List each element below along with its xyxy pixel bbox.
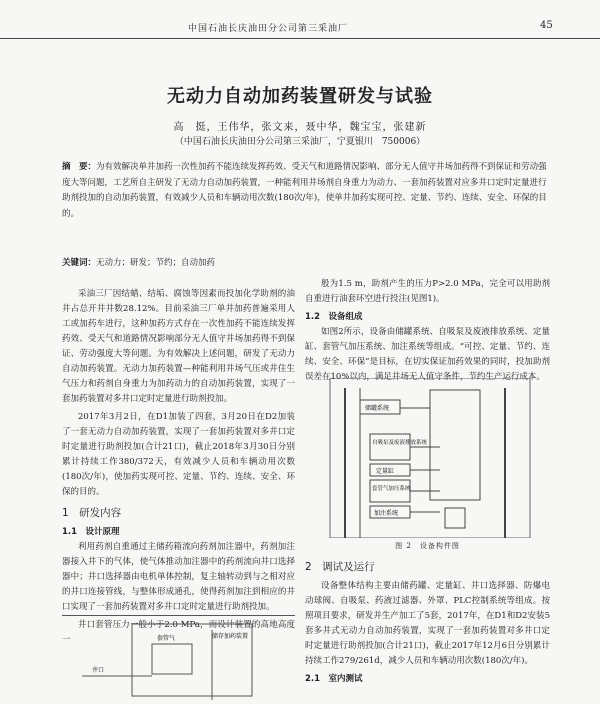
abstract-text: 为有效解决单井加药一次性加药不能连续发挥药效、受天气和道路情况影响、部分无人值守井场加药得不到保证和劳动强度大等问题，工艺所自主研发了无动力自动加药装置，一种能利用井场剂自身重力为动力、一套加药装置对应多井口定时定量进行助剂投加的自动加药装置，有效减少人员和车辆动用次数(180次/年)，使单井加药实现可控、定量、节约、连续、安全、环保的目的。: [62, 162, 547, 219]
author-list: 高 挺，王伟华，张文来，聂中华，魏宝宝，张建新: [173, 122, 427, 133]
right-column-top: [305, 277, 550, 388]
intro-paragraph-1: 采油三厂因结蜡、结垢、腐蚀等因素而投加化学助剂的油井占总开井井数28.12%。目前采油三厂单井加药普遍采用人工或加药车进行，这种加药方式存在一次性加药不能连续发挥药效、受天气和道路情况影响部分无人值守井场加药得不到保证、劳动强度大等问题。为有效解决上述问题，研发了无动力自动加药装置。无动力加药装置—种能利用井场气压或井住生气压力和药剂自身重力为加药动力的自动加药装置，实现了一套加药装置对多井口定时定量进行助剂投加。: [62, 289, 295, 404]
figure-1: [62, 615, 295, 700]
figure-2-label-box-pump: [370, 434, 410, 460]
page-number: 45: [540, 20, 553, 31]
abstract: [62, 160, 550, 222]
figure-1-label-tank: 套管气: [157, 635, 176, 642]
figure-2-label-inject: 加注系统: [374, 510, 399, 517]
figure-2-label-pump: 自吸泵及废液排放系统: [372, 440, 428, 446]
figure-2-tank: [430, 390, 480, 500]
figure-2: [320, 378, 540, 538]
section-heading-1: 1 研发内容: [62, 507, 122, 519]
journal-name: 中国石油长庆油田分公司第三采油厂: [188, 24, 349, 34]
subsection-heading-1-1: 1.1 设计原理: [62, 527, 120, 537]
subsection-heading-2-1: 2.1 室内测试: [305, 674, 363, 684]
intro-paragraph-2: 2017年3月2日，在D1加装了四套，3月20日在D2加装了一套无动力自动加药装置，实现了一套加药装置对多井口定时定量进行助剂投加(合计21口)，截止2018年3月30日分别累计持续工作380/372天，有效减少人员和车辆动用次数(180次/年)，使加药实现可控、定量、节约、连续、安全、环保的目的。: [62, 412, 295, 497]
keywords-label: 关键词：: [62, 258, 97, 268]
design-paragraph-1: 利用药剂自重通过主储药箱流向药剂加注器中，药剂加注器接入井下的气体，使气体推动加注器中的药剂流向井口选择器中；井口选择器由电机单体控制，复主轴转动到与之相对应的井口连接管线，与整体形成通孔，使得药剂加注到相应的井口实现了一套加药装置对多井口定时定量进行助剂投加。: [62, 542, 295, 612]
section-heading-2: 2 调试及运行: [305, 561, 375, 573]
operation-paragraph: 设备整体结构主要由储药罐、定量缸、井口选择器、防爆电动球阀、自吸泵、药液过滤器、外罩、PLC控制系统等组成。按照项目要求，研发并生产加工了5套，2017年，在D1和D2安装5套多井式无动力自动加药装置，实现了一套加药装置对多井口定时定量进行助剂投加(合计21口)，截止2017年12月6日分别累计持续工作279/261d，减少人员和车辆动用次数(180次/年)。: [305, 581, 550, 666]
figure-1-label-well: 井口: [92, 667, 105, 674]
figure-2-caption: 图 2 设备构件图: [395, 542, 460, 550]
keywords-text: 无动力；研发；节约；自动加药: [96, 258, 216, 268]
figure-2-base: [445, 508, 465, 528]
figure-1-tank-box: [152, 644, 192, 674]
figure-1-label-storage: 储存加药装置: [212, 633, 249, 640]
design-paragraph-2: 井口套管压力一般小于2.0 MPa，而设计装置的高地高度一: [62, 620, 295, 645]
figure-2-label-tank: 储罐系统: [365, 405, 390, 412]
running-header: [0, 18, 600, 39]
right-column-bottom: [305, 560, 550, 687]
left-column: [62, 287, 295, 651]
figure-1-diagram: [62, 616, 295, 700]
figure-2-label-metering: 定量缸: [376, 468, 395, 475]
figure-2-diagram: [320, 378, 540, 538]
figure-2-label-casing: 套管气加压系统: [372, 486, 411, 492]
paper-title: 无动力自动加药装置研发与试验: [167, 86, 433, 107]
subsection-heading-1-2: 1.2 设备组成: [305, 312, 363, 322]
right-paragraph-1: 般为1.5 m，助剂产生的压力P>2.0 MPa，完全可以用助剂自重进行油套环空进行投注(见图1)。: [305, 279, 550, 304]
abstract-label: 摘 要：: [62, 162, 97, 172]
equipment-paragraph: 如图2所示，设备由储罐系统、自吸泵及废液排放系统、定量缸、套管气加压系统、加注系统等组成。“可控、定量、节约、连续、安全、环保”是目标，在切实保证加药效果的同时，投加助剂误差在10%以内，满足井场无人值守条件，节约生产运行成本。: [305, 327, 550, 382]
keywords: [62, 256, 550, 268]
affiliation: （中国石油长庆油田分公司第三采油厂，宁夏银川 750006）: [174, 137, 426, 147]
